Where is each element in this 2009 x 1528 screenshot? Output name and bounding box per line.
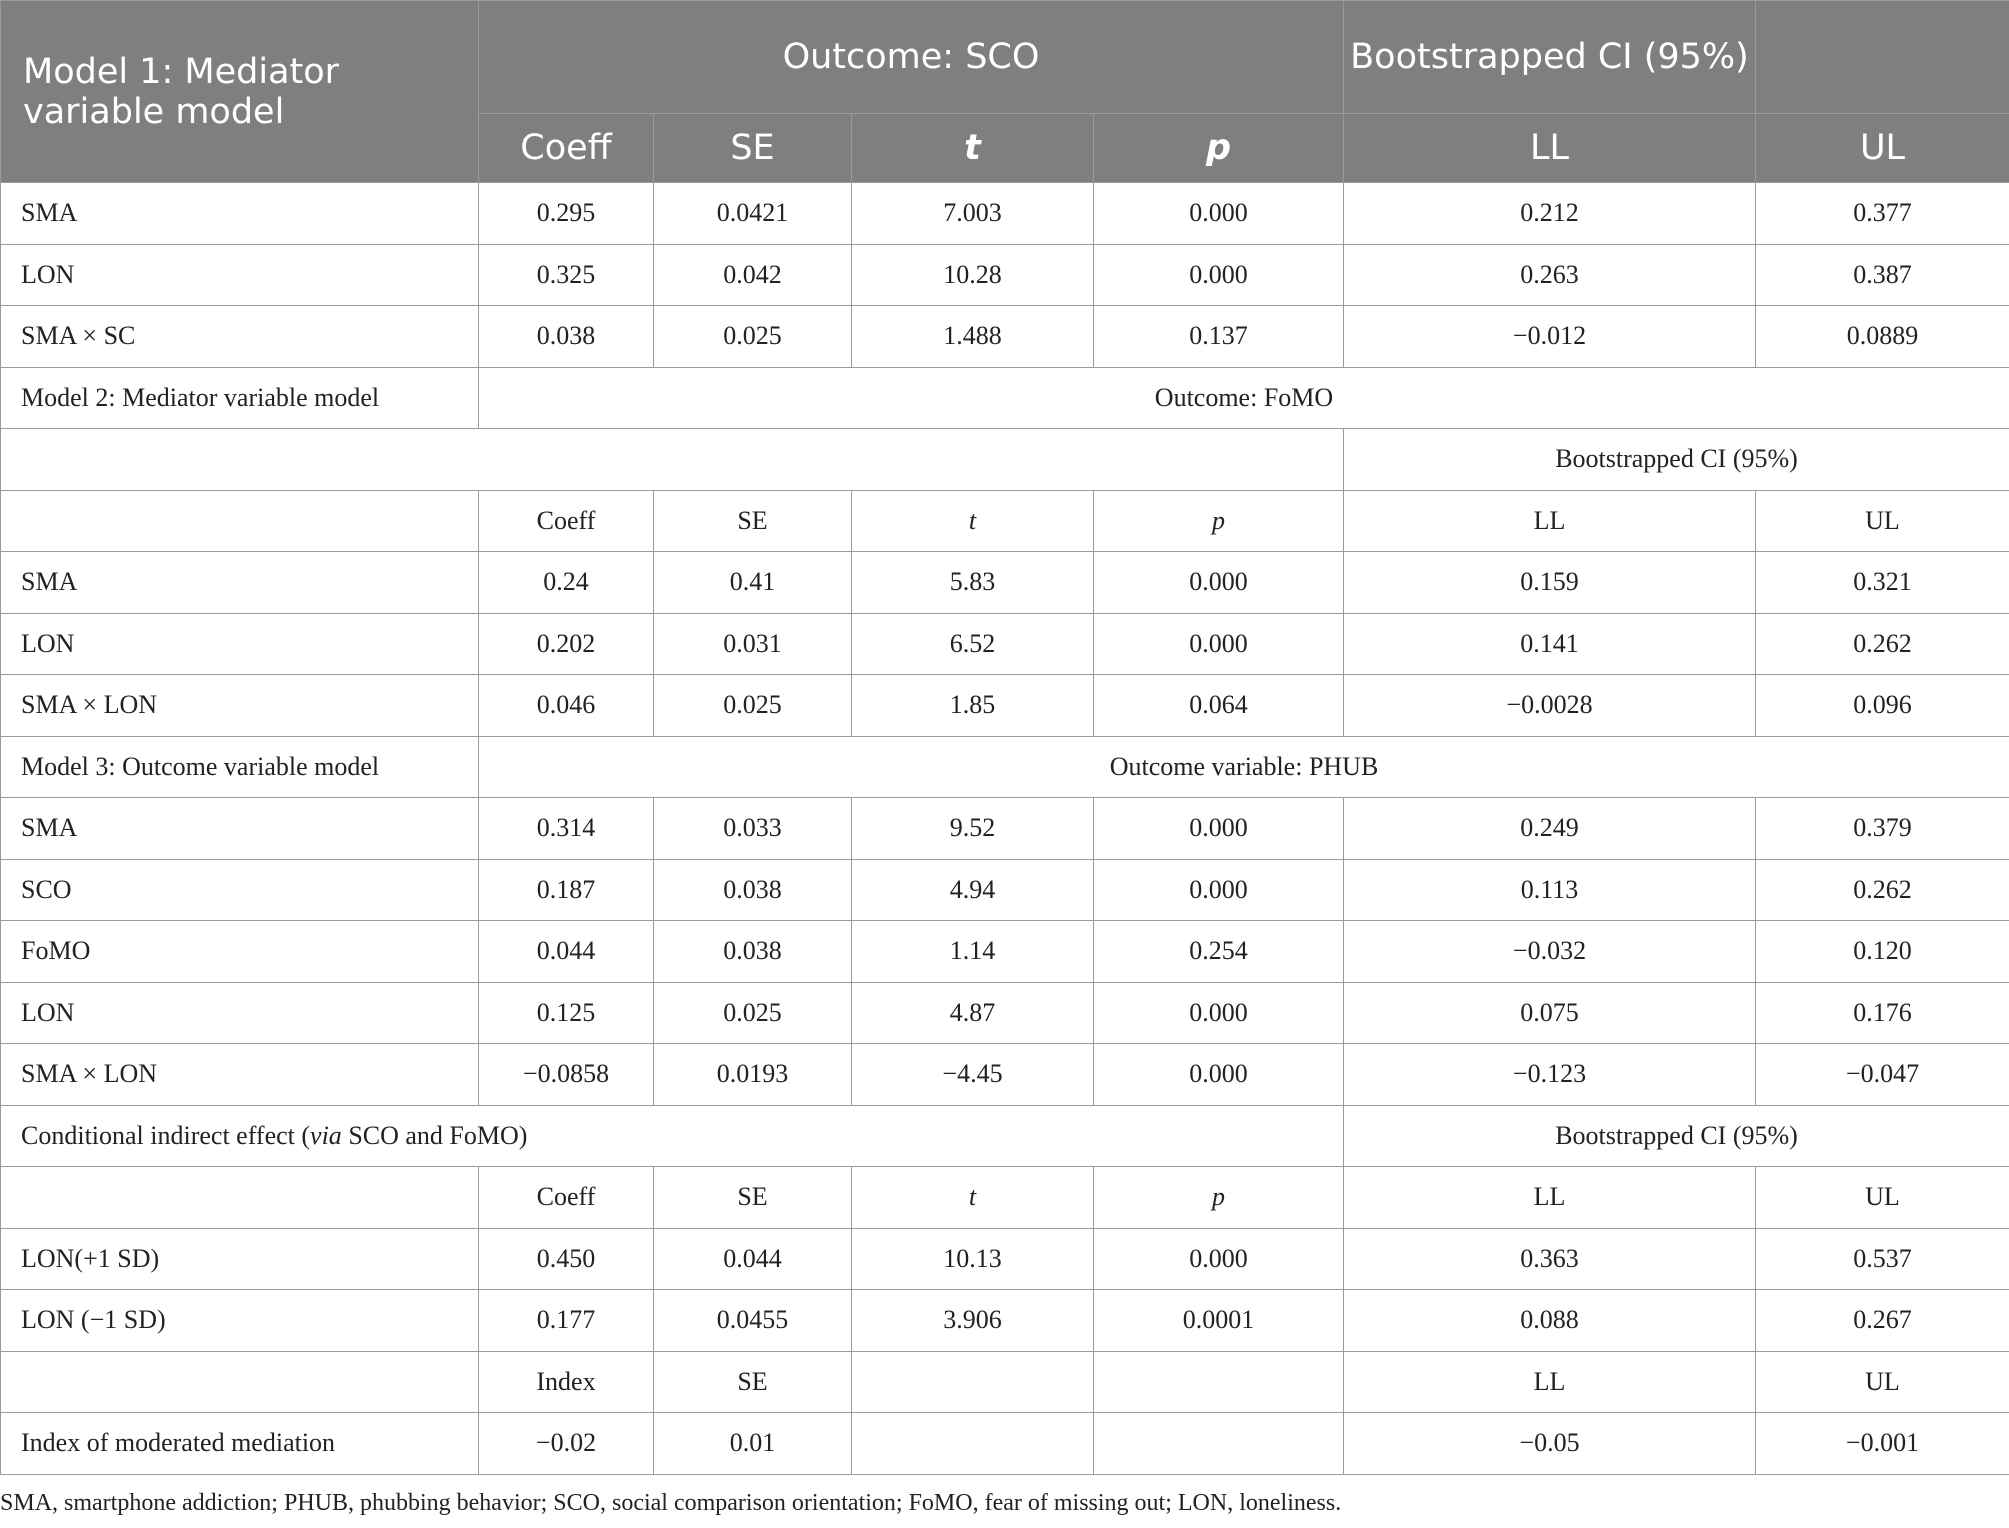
model2-ci-heading: Bootstrapped CI (95%)	[1344, 429, 2009, 491]
ll-cell: 0.159	[1344, 552, 1756, 614]
col-ll-label: LL	[1344, 1167, 1756, 1229]
col-se-label: SE	[654, 1351, 852, 1413]
row-label: LON	[1, 613, 479, 675]
ul-cell: 0.262	[1756, 613, 2009, 675]
ul-cell: 0.321	[1756, 552, 2009, 614]
model2-column-row	[1, 490, 2009, 552]
ul-cell: 0.387	[1756, 244, 2009, 306]
ll-cell: 0.212	[1344, 183, 1756, 245]
col-t-label: t	[852, 1167, 1094, 1229]
row-label: Index of moderated mediation	[1, 1413, 479, 1475]
table-row	[1, 1228, 2009, 1290]
ll-cell: 0.141	[1344, 613, 1756, 675]
col-p-header: p	[1094, 114, 1344, 183]
table-row	[1, 183, 2009, 245]
model3-title-row	[1, 736, 2009, 798]
p-cell: 0.137	[1094, 306, 1344, 368]
t-cell: 1.85	[852, 675, 1094, 737]
p-cell: 0.000	[1094, 859, 1344, 921]
t-cell: 7.003	[852, 183, 1094, 245]
p-cell: 0.064	[1094, 675, 1344, 737]
ll-cell: 0.249	[1344, 798, 1756, 860]
table-row	[1, 552, 2009, 614]
indirect-column-row	[1, 1167, 2009, 1229]
row-label: LON(+1 SD)	[1, 1228, 479, 1290]
ul-cell: 0.267	[1756, 1290, 2009, 1352]
coeff-cell: 0.187	[479, 859, 654, 921]
ll-cell: −0.012	[1344, 306, 1756, 368]
se-cell: 0.038	[654, 859, 852, 921]
col-t-label: t	[852, 490, 1094, 552]
header-row-top	[1, 1, 2009, 114]
coeff-cell: 0.325	[479, 244, 654, 306]
row-label: LON (−1 SD)	[1, 1290, 479, 1352]
coeff-cell: 0.24	[479, 552, 654, 614]
ul-cell: −0.047	[1756, 1044, 2009, 1106]
ul-cell: 0.379	[1756, 798, 2009, 860]
col-ul-header: UL	[1756, 114, 2009, 183]
col-p-label: p	[1094, 1167, 1344, 1229]
t-cell: −4.45	[852, 1044, 1094, 1106]
row-label: SMA × LON	[1, 1044, 479, 1106]
table-row	[1, 675, 2009, 737]
model2-ci-row	[1, 429, 2009, 491]
table-row	[1, 1044, 2009, 1106]
model2-title-row	[1, 367, 2009, 429]
col-se-header: SE	[654, 114, 852, 183]
row-label: LON	[1, 244, 479, 306]
coeff-cell: 0.038	[479, 306, 654, 368]
p-cell: 0.000	[1094, 183, 1344, 245]
t-cell: 1.488	[852, 306, 1094, 368]
col-ul-label: UL	[1756, 1167, 2009, 1229]
empty-cell	[852, 1351, 1094, 1413]
t-cell: 10.28	[852, 244, 1094, 306]
model3-title: Model 3: Outcome variable model	[1, 736, 479, 798]
t-cell: 9.52	[852, 798, 1094, 860]
ll-cell: −0.123	[1344, 1044, 1756, 1106]
indirect-title-via: via	[310, 1120, 342, 1150]
se-cell: 0.01	[654, 1413, 852, 1475]
col-coeff-label: Coeff	[479, 1167, 654, 1229]
model2-outcome: Outcome: FoMO	[479, 367, 2009, 429]
p-cell: 0.000	[1094, 798, 1344, 860]
empty-cell	[1094, 1413, 1344, 1475]
table-row	[1, 244, 2009, 306]
empty-cell	[852, 1413, 1094, 1475]
se-cell: 0.0455	[654, 1290, 852, 1352]
row-label: SMA	[1, 552, 479, 614]
indirect-title-pre: Conditional indirect effect (	[21, 1120, 311, 1150]
p-cell: 0.254	[1094, 921, 1344, 983]
table-row	[1, 798, 2009, 860]
se-cell: 0.025	[654, 982, 852, 1044]
coeff-cell: 0.450	[479, 1228, 654, 1290]
p-cell: 0.000	[1094, 552, 1344, 614]
model2-title: Model 2: Mediator variable model	[1, 367, 479, 429]
p-cell: 0.000	[1094, 1228, 1344, 1290]
table-row	[1, 859, 2009, 921]
empty-cell	[1, 429, 1344, 491]
p-cell: 0.000	[1094, 982, 1344, 1044]
coeff-cell: 0.177	[479, 1290, 654, 1352]
ll-cell: −0.0028	[1344, 675, 1756, 737]
p-cell: 0.0001	[1094, 1290, 1344, 1352]
row-label: SCO	[1, 859, 479, 921]
index-row	[1, 1413, 2009, 1475]
table-row	[1, 306, 2009, 368]
ll-cell: 0.113	[1344, 859, 1756, 921]
col-se-label: SE	[654, 1167, 852, 1229]
row-label: SMA × SC	[1, 306, 479, 368]
ul-cell: 0.377	[1756, 183, 2009, 245]
indirect-ci-heading: Bootstrapped CI (95%)	[1344, 1105, 2009, 1167]
se-cell: 0.044	[654, 1228, 852, 1290]
se-cell: 0.025	[654, 306, 852, 368]
empty-cell	[1, 1167, 479, 1229]
indirect-title-post: SCO and FoMO)	[341, 1120, 528, 1150]
col-se-label: SE	[654, 490, 852, 552]
ul-cell: 0.537	[1756, 1228, 2009, 1290]
table-footnote: SMA, smartphone addiction; PHUB, phubbing behavior; SCO, social comparison orientation; FoMO, fear of missing out; LON, loneliness.	[0, 1490, 1342, 1516]
table-row	[1, 982, 2009, 1044]
row-label: SMA	[1, 183, 479, 245]
ul-cell: 0.120	[1756, 921, 2009, 983]
se-cell: 0.025	[654, 675, 852, 737]
indirect-title-row	[1, 1105, 2009, 1167]
t-cell: 4.87	[852, 982, 1094, 1044]
col-ul-label: UL	[1756, 490, 2009, 552]
ul-cell: 0.096	[1756, 675, 2009, 737]
ul-cell: −0.001	[1756, 1413, 2009, 1475]
col-index-label: Index	[479, 1351, 654, 1413]
p-cell: 0.000	[1094, 1044, 1344, 1106]
ll-cell: 0.088	[1344, 1290, 1756, 1352]
index-column-row	[1, 1351, 2009, 1413]
outcome-sco-heading: Outcome: SCO	[479, 1, 1344, 114]
col-ll-label: LL	[1344, 1351, 1756, 1413]
ll-cell: −0.05	[1344, 1413, 1756, 1475]
header-empty-cell	[1756, 1, 2009, 114]
empty-cell	[1, 490, 479, 552]
ll-cell: 0.263	[1344, 244, 1756, 306]
bootstrapped-ci-heading: Bootstrapped CI (95%)	[1344, 1, 1756, 114]
t-cell: 10.13	[852, 1228, 1094, 1290]
col-ll-header: LL	[1344, 114, 1756, 183]
coeff-cell: 0.202	[479, 613, 654, 675]
table-row	[1, 613, 2009, 675]
row-label: FoMO	[1, 921, 479, 983]
coeff-cell: 0.044	[479, 921, 654, 983]
p-cell: 0.000	[1094, 244, 1344, 306]
col-ul-label: UL	[1756, 1351, 2009, 1413]
col-coeff-header: Coeff	[479, 114, 654, 183]
se-cell: 0.038	[654, 921, 852, 983]
ul-cell: 0.176	[1756, 982, 2009, 1044]
t-cell: 4.94	[852, 859, 1094, 921]
table-row	[1, 921, 2009, 983]
coeff-cell: 0.295	[479, 183, 654, 245]
ul-cell: 0.0889	[1756, 306, 2009, 368]
indirect-title	[1, 1105, 1344, 1167]
empty-cell	[1, 1351, 479, 1413]
ll-cell: 0.363	[1344, 1228, 1756, 1290]
se-cell: 0.41	[654, 552, 852, 614]
model3-outcome: Outcome variable: PHUB	[479, 736, 2009, 798]
t-cell: 6.52	[852, 613, 1094, 675]
coeff-cell: 0.314	[479, 798, 654, 860]
se-cell: 0.031	[654, 613, 852, 675]
coeff-cell: 0.125	[479, 982, 654, 1044]
ll-cell: −0.032	[1344, 921, 1756, 983]
se-cell: 0.042	[654, 244, 852, 306]
ul-cell: 0.262	[1756, 859, 2009, 921]
col-t-header: t	[852, 114, 1094, 183]
ll-cell: 0.075	[1344, 982, 1756, 1044]
row-label: SMA × LON	[1, 675, 479, 737]
t-cell: 5.83	[852, 552, 1094, 614]
t-cell: 3.906	[852, 1290, 1094, 1352]
se-cell: 0.0421	[654, 183, 852, 245]
col-p-label: p	[1094, 490, 1344, 552]
empty-cell	[1094, 1351, 1344, 1413]
row-label: SMA	[1, 798, 479, 860]
se-cell: 0.0193	[654, 1044, 852, 1106]
p-cell: 0.000	[1094, 613, 1344, 675]
index-cell: −0.02	[479, 1413, 654, 1475]
col-ll-label: LL	[1344, 490, 1756, 552]
model1-title: Model 1: Mediator variable model	[1, 1, 479, 183]
coeff-cell: 0.046	[479, 675, 654, 737]
col-coeff-label: Coeff	[479, 490, 654, 552]
coeff-cell: −0.0858	[479, 1044, 654, 1106]
se-cell: 0.033	[654, 798, 852, 860]
t-cell: 1.14	[852, 921, 1094, 983]
row-label: LON	[1, 982, 479, 1044]
table-row	[1, 1290, 2009, 1352]
